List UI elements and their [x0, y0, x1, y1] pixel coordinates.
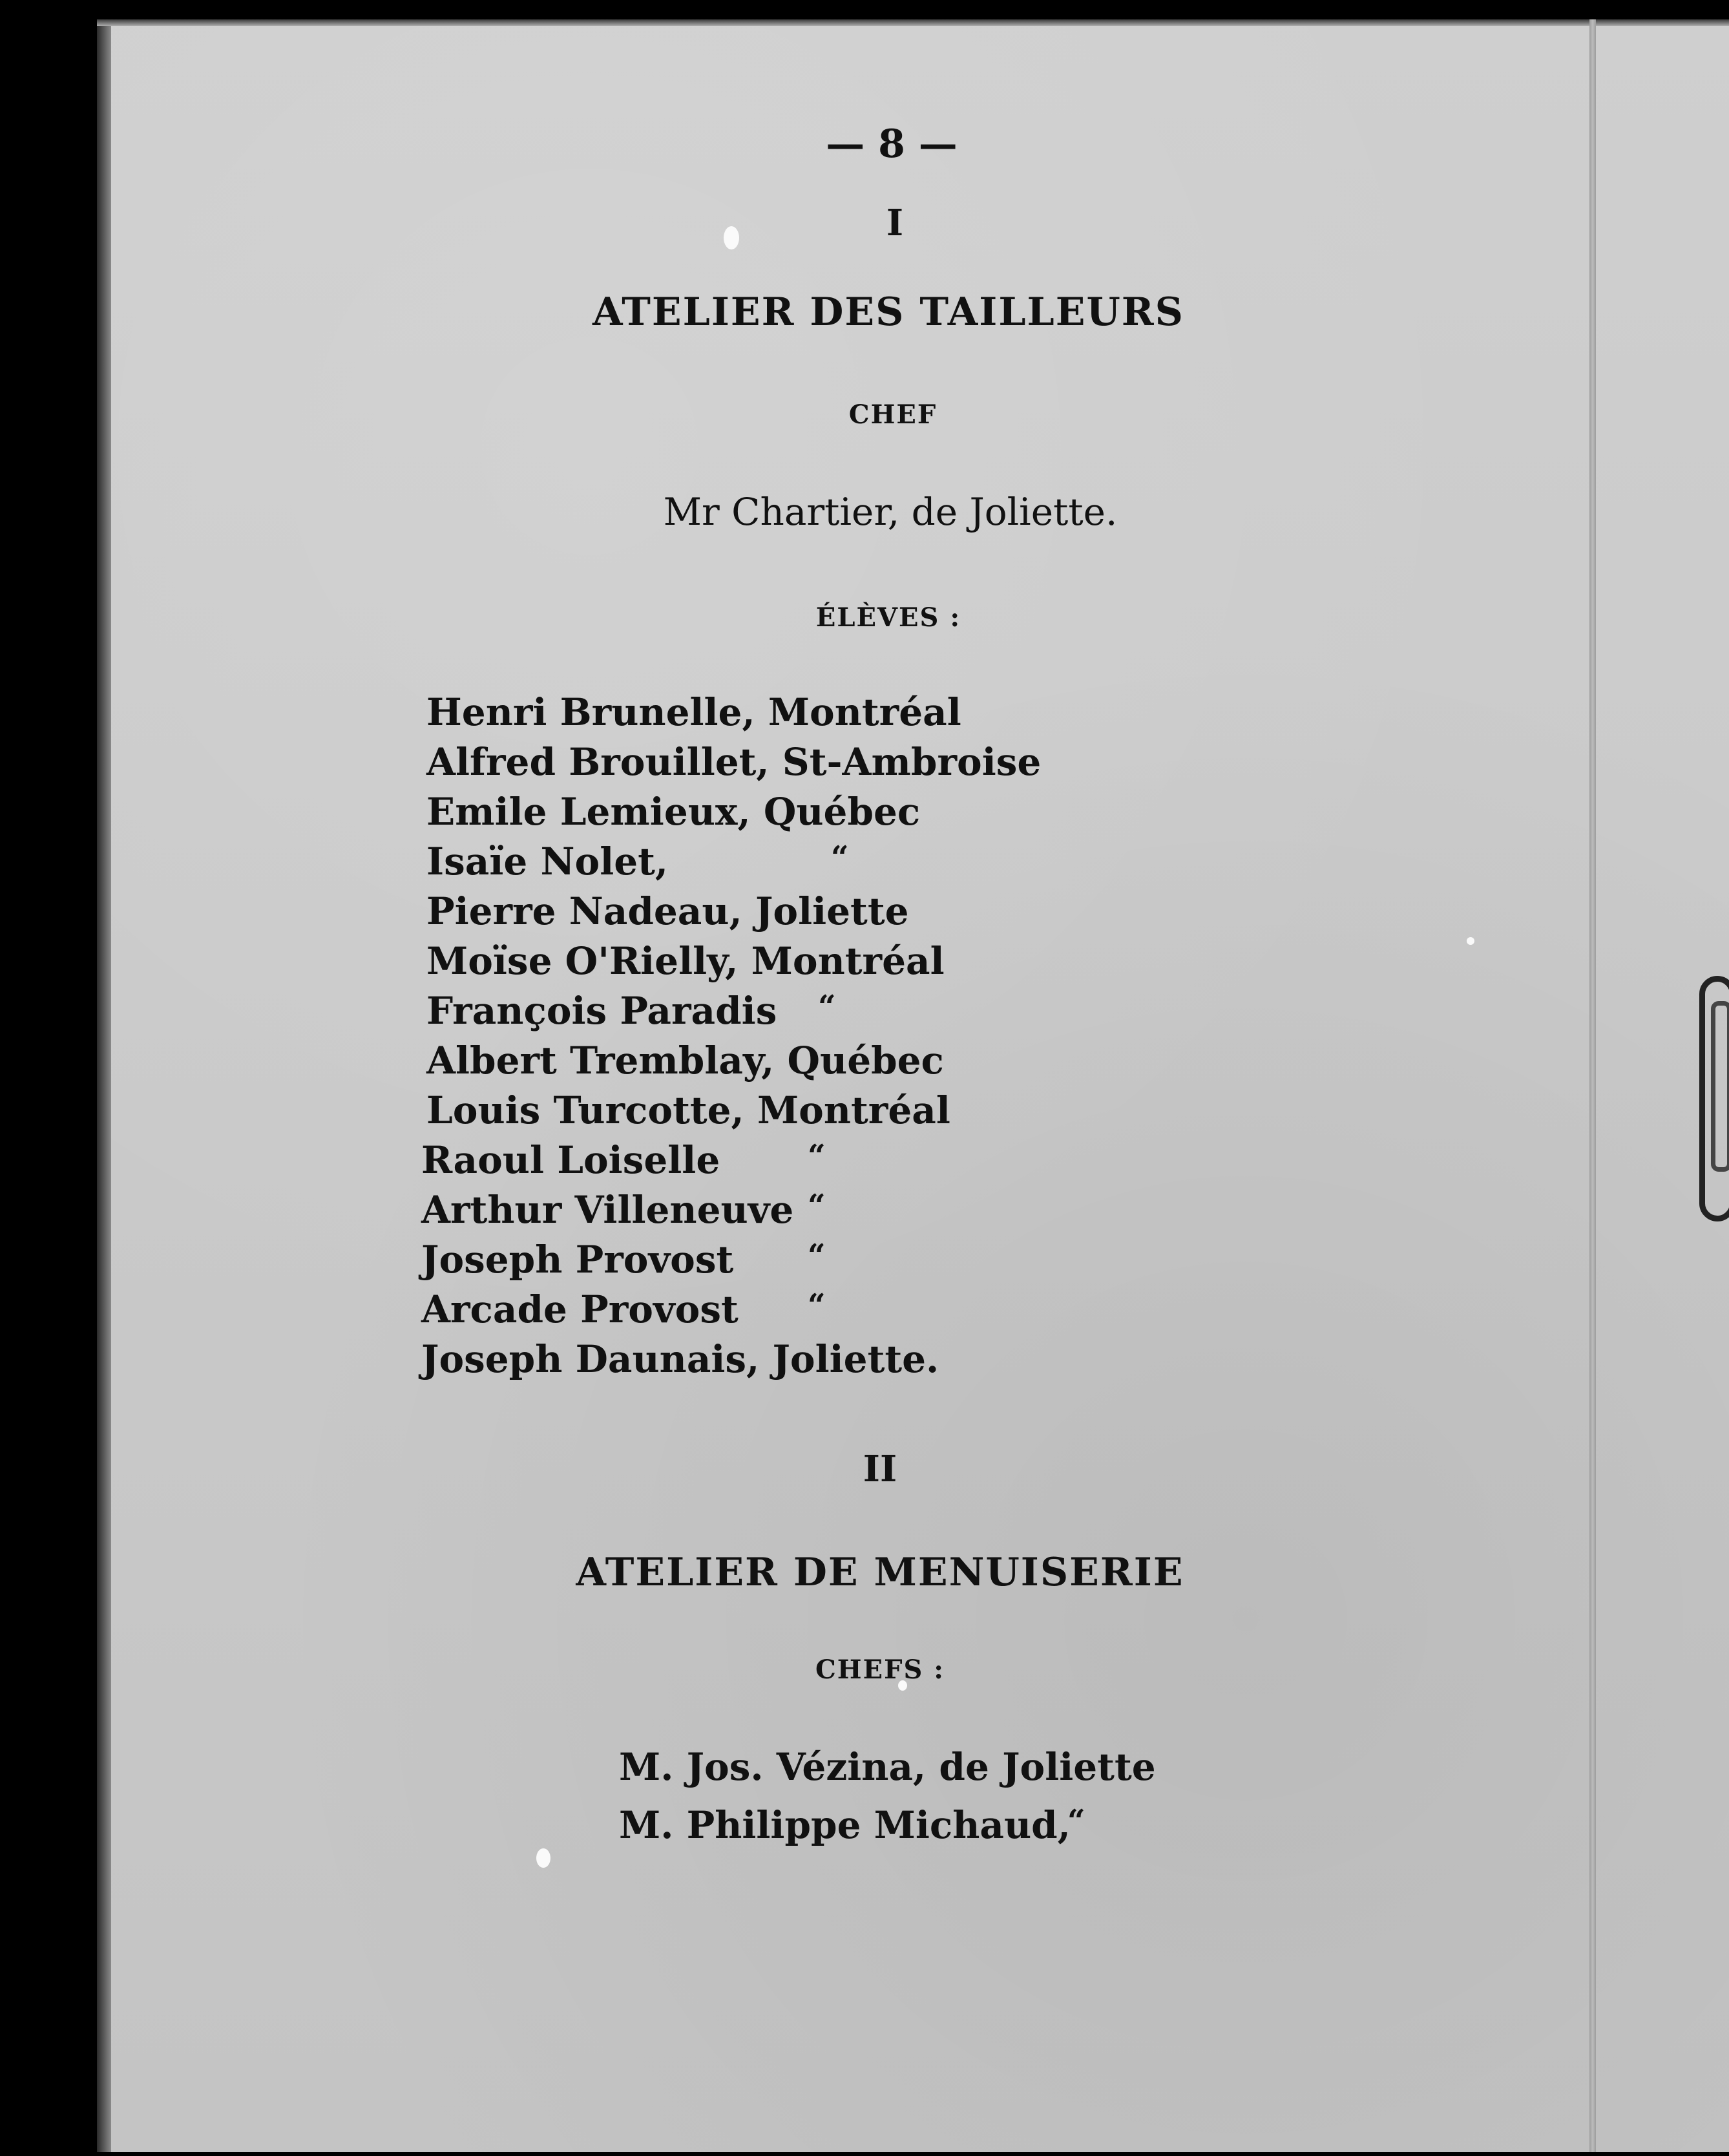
- list-item: Louis Turcotte, Montréal: [426, 1088, 950, 1132]
- list-item: M. Jos. Vézina, de Joliette: [619, 1745, 1156, 1789]
- ditto-mark: “: [808, 1138, 826, 1174]
- paper-speck: [1467, 937, 1474, 945]
- list-item: M. Philippe Michaud,: [619, 1803, 1071, 1847]
- eleves-heading: ÉLÈVES :: [815, 602, 961, 633]
- list-item: Raoul Loiselle: [421, 1138, 720, 1182]
- list-item: Pierre Nadeau, Joliette: [426, 889, 909, 933]
- page-number: — 8 —: [826, 122, 958, 167]
- ditto-mark: “: [1067, 1803, 1085, 1839]
- ditto-mark: “: [808, 1238, 826, 1274]
- list-item: Isaïe Nolet,: [426, 840, 669, 883]
- paper-speck: [724, 226, 739, 249]
- page-edge-top: [97, 19, 1729, 26]
- section-numeral-1: I: [886, 202, 904, 244]
- ditto-mark: “: [831, 840, 849, 876]
- list-item: Moïse O'Rielly, Montréal: [426, 939, 945, 983]
- list-item: Henri Brunelle, Montréal: [426, 690, 961, 734]
- chef-name: Mr Chartier, de Joliette.: [663, 490, 1118, 534]
- section-numeral-2: II: [863, 1448, 897, 1490]
- list-item: Arthur Villeneuve: [421, 1188, 794, 1232]
- chef-heading: CHEF: [848, 399, 938, 430]
- list-item: Arcade Provost: [421, 1287, 739, 1331]
- paper-clip-icon: [1699, 976, 1729, 1221]
- section-title-1: ATELIER DES TAILLEURS: [592, 290, 1184, 335]
- ditto-mark: “: [808, 1188, 826, 1224]
- paper-speck: [536, 1848, 550, 1868]
- list-item: Alfred Brouillet, St-Ambroise: [426, 740, 1042, 784]
- list-item: Albert Tremblay, Québec: [426, 1039, 944, 1083]
- list-item: Joseph Daunais, Joliette.: [421, 1337, 939, 1381]
- page-edge: [97, 19, 111, 2152]
- ditto-mark: “: [818, 989, 836, 1025]
- chefs-heading: CHEFS :: [815, 1654, 945, 1685]
- list-item: Joseph Provost: [421, 1238, 734, 1282]
- spine-fold: [1589, 19, 1596, 2152]
- list-item: François Paradis: [426, 989, 777, 1033]
- ditto-mark: “: [808, 1287, 826, 1324]
- list-item: Emile Lemieux, Québec: [426, 790, 921, 834]
- section-title-2: ATELIER DE MENUISERIE: [576, 1550, 1184, 1595]
